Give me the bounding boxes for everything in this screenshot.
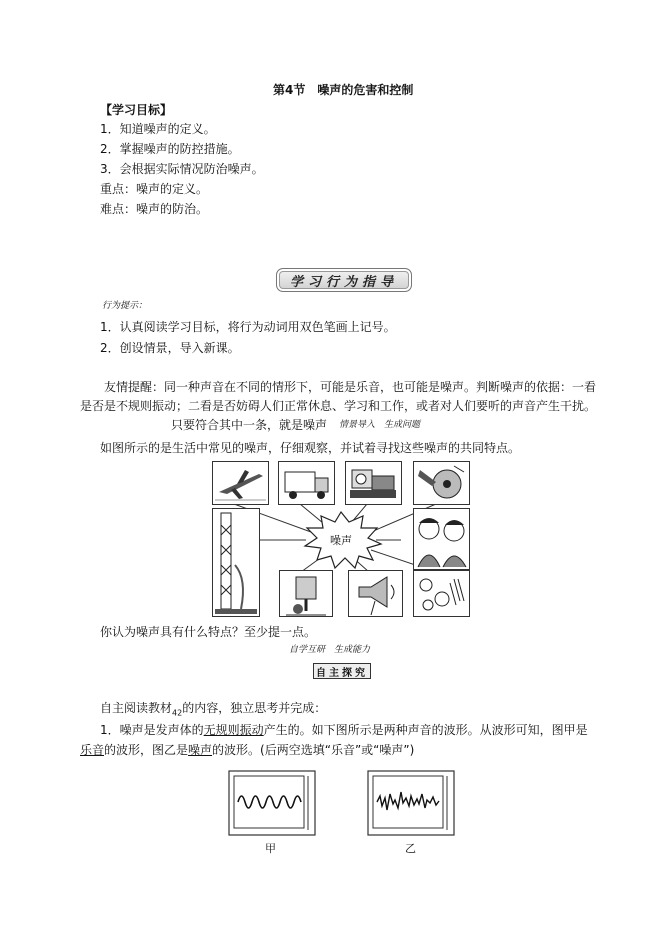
machine-icon [345, 461, 402, 505]
key-point: 重点：噪声的定义。 [100, 182, 209, 196]
objectives-heading: 【学习目标】 [100, 103, 173, 117]
subsection-tag: 情景导入 生成问题 [339, 420, 421, 430]
read-instruction-after: 的内容，独立思考并完成： [182, 701, 327, 715]
objective-item: 3．会根据实际情况防治噪声。 [100, 162, 264, 176]
truck-icon [278, 461, 335, 505]
section-subtitle: 自学互研 生成能力 [289, 645, 371, 655]
tower-crane-icon [212, 508, 260, 617]
waveform-irregular [367, 770, 455, 836]
drill-icon [279, 570, 333, 617]
read-instruction-before: 自主阅读教材 [100, 701, 173, 715]
loudspeaker-icon [348, 570, 403, 617]
waveform-label-right: 乙 [405, 842, 416, 855]
read-instruction [100, 701, 326, 720]
behavior-item: 1．认真阅读学习目标，将行为动词用双色笔画上记号。 [100, 320, 396, 334]
firecracker-icon [413, 570, 470, 617]
arguing-people-icon [413, 508, 470, 570]
q1-answer-blank: 乐音 [80, 743, 105, 757]
page-title: 第4节 噪声的危害和控制 [273, 83, 414, 97]
section-banner: 学习行为指导 [276, 268, 412, 292]
q1-answer-blank: 无规则振动 [203, 723, 264, 737]
airplane-icon [212, 461, 269, 505]
reminder-line: 只要符合其中一条，就是噪声 [171, 418, 328, 432]
q1-answer-blank: 噪声 [188, 743, 213, 757]
q1-text: 1．噪声是发声体的 [100, 723, 204, 737]
waveform-label-left: 甲 [265, 842, 276, 855]
reminder-line: 友情提醒：同一种声音在不同的情形下，可能是乐音，也可能是噪声。判断噪声的依据：一看 [104, 380, 597, 394]
objective-item: 1．知道噪声的定义。 [100, 122, 216, 136]
q1-line2 [80, 743, 414, 757]
q1-text: 的波形。(后两空选填“乐音”或“噪声”) [212, 743, 415, 757]
intro-text: 如图所示的是生活中常见的噪声，仔细观察，并试着寻找这些噪声的共同特点。 [100, 441, 521, 455]
q1-text: 产生的。如下图所示是两种声音的波形。从波形可知，图甲是 [263, 723, 588, 737]
q1-line1 [100, 723, 588, 737]
objective-item: 2．掌握噪声的防控措施。 [100, 142, 240, 156]
center-label: 噪声 [330, 534, 352, 547]
behavior-item: 2．创设情景，导入新课。 [100, 341, 240, 355]
page-ref: 42 [172, 708, 183, 718]
section-tag: 自主探究 [313, 663, 371, 679]
waveform-regular [228, 770, 316, 836]
saw-icon [413, 461, 470, 505]
hint-label: 行为提示： [102, 301, 148, 311]
question-text: 你认为噪声具有什么特点？至少提一点。 [100, 625, 317, 639]
noise-figure [211, 460, 470, 616]
difficulty: 难点：噪声的防治。 [100, 202, 209, 216]
q1-text: 的波形，图乙是 [104, 743, 189, 757]
reminder-line: 是否是不规则振动；二看是否妨碍人们正常休息、学习和工作，或者对人们要听的声音产生干扰。 [80, 399, 597, 413]
